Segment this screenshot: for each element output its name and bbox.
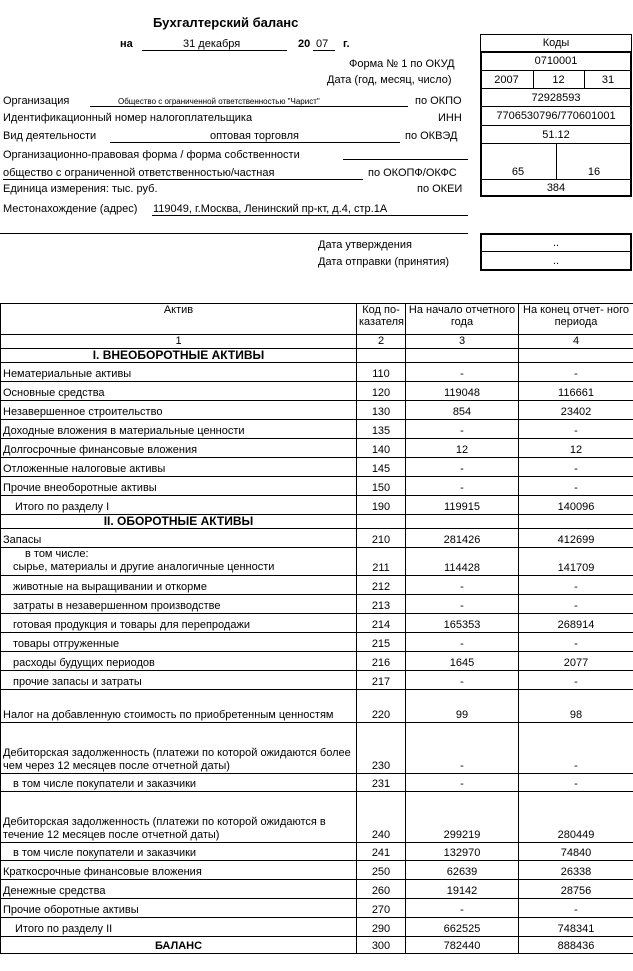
- table-row: товары отгруженные 215 - -: [1, 633, 633, 652]
- table-row: Отложенные налоговые активы 145 - -: [1, 458, 633, 477]
- total-row: Итого по разделу II 290 662525 748341: [1, 918, 633, 937]
- inn-label: Идентификационный номер налогоплательщика: [3, 112, 253, 124]
- col-number-row: [1, 335, 633, 349]
- table-row: прочие запасы и затраты 217 - -: [1, 671, 633, 690]
- date-year: 2007: [494, 74, 519, 86]
- year-suffix: 07: [316, 38, 329, 50]
- table-row: расходы будущих периодов 216 1645 2077: [1, 652, 633, 671]
- table-row: Прочие оборотные активы 270 - -: [1, 899, 633, 918]
- section-header: II. ОБОРОТНЫЕ АКТИВЫ: [1, 515, 633, 529]
- table-row: Запасы 210 281426 412699: [1, 529, 633, 548]
- table-row: Дебиторская задолженность (платежи по которой ожидаются в течение 12 месяцев после отчетной даты) 240 299219 280449: [1, 792, 633, 843]
- data-label: Дата (год, месяц, число): [327, 74, 452, 86]
- legal-form-value: общество с ограниченной ответственностью/частная: [3, 167, 275, 179]
- col-header-start: На начало отчетного года: [406, 304, 519, 335]
- table-row: Нематериальные активы 110 - -: [1, 363, 633, 382]
- table-row: Незавершенное строительство 130 854 23402: [1, 401, 633, 420]
- form-title: Бухгалтерский баланс: [153, 15, 299, 30]
- col-header-end: На конец отчет- ного периода: [519, 304, 633, 335]
- table-row: в том числе покупатели и заказчики 231 - -: [1, 774, 633, 792]
- okpo-value: 72928593: [531, 92, 581, 104]
- okved-label: по ОКВЭД: [405, 130, 458, 142]
- date-prefix: на: [120, 38, 133, 50]
- inn-value: 7706530796/770601001: [496, 110, 616, 122]
- table-row: Дебиторская задолженность (платежи по которой ожидаются более чем через 12 месяцев после отчетной даты) 230 - -: [1, 723, 633, 774]
- forma-label: Форма № 1 по ОКУД: [349, 58, 455, 70]
- table-row: Краткосрочные финансовые вложения 250 62639 26338: [1, 861, 633, 880]
- table-row: готовая продукция и товары для перепродажи 214 165353 268914: [1, 614, 633, 633]
- legal-form-label: Организационно-правовая форма / форма собственности: [3, 149, 300, 161]
- okopf-label: по ОКОПФ/ОКФС: [368, 167, 457, 179]
- table-row: Прочие внеоборотные активы 150 - -: [1, 477, 633, 496]
- activity-label: Вид деятельности: [3, 130, 97, 142]
- col-number: 4: [519, 335, 633, 349]
- sent-label: Дата отправки (принятия): [318, 256, 450, 268]
- okopf-value: 65: [511, 166, 525, 178]
- okpo-label: по ОКПО: [415, 95, 462, 107]
- table-row: в том числе: сырье, материалы и другие аналогичные ценности 211 114428 141709: [1, 548, 633, 576]
- approval-date-value: ..: [552, 237, 560, 249]
- table-row: в том числе покупатели и заказчики 241 132970 74840: [1, 843, 633, 861]
- date-day-code: 31: [601, 74, 615, 86]
- table-header-row: [1, 304, 633, 335]
- table-row: Налог на добавленную стоимость по приобретенным ценностям 220 99 98: [1, 690, 633, 723]
- sub-label: в том числе:: [25, 548, 89, 560]
- balance-row: БАЛАНС 300 782440 888436: [1, 937, 633, 954]
- address-label: Местонахождение (адрес): [3, 203, 138, 215]
- col-header-code: Код по- казателя: [357, 304, 406, 335]
- table-row: Долгосрочные финансовые вложения 140 12 12: [1, 439, 633, 458]
- col-number: 2: [357, 335, 406, 349]
- org-value: Общество с ограниченной ответственностью "Чарист": [118, 97, 320, 106]
- col-number: 3: [406, 335, 519, 349]
- okfs-value: 16: [587, 166, 601, 178]
- unit-label: Единица измерения: тыс. руб.: [3, 183, 158, 195]
- table-row: Доходные вложения в материальные ценности 135 - -: [1, 420, 633, 439]
- table-row: Основные средства 120 119048 116661: [1, 382, 633, 401]
- codes-header: Коды: [542, 37, 570, 49]
- approval-label: Дата утверждения: [318, 239, 412, 251]
- col-number: 1: [1, 335, 357, 349]
- inn-code-label: ИНН: [438, 112, 462, 124]
- table-row: животные на выращивании и откорме 212 - -: [1, 576, 633, 595]
- year-g: г.: [343, 38, 350, 50]
- okei-value: 384: [546, 182, 566, 194]
- okei-label: по ОКЕИ: [417, 183, 463, 195]
- date-day: 31 декабря: [183, 38, 241, 50]
- col-header-asset: Актив: [1, 304, 357, 335]
- table-row: затраты в незавершенном производстве 213 - -: [1, 595, 633, 614]
- address-value: 119049, г.Москва, Ленинский пр-кт, д.4, стр.1А: [153, 203, 388, 215]
- total-row: Итого по разделу I 190 119915 140096: [1, 496, 633, 515]
- okud-value: 0710001: [534, 55, 578, 67]
- table-row: Денежные средства 260 19142 28756: [1, 880, 633, 899]
- date-month: 12: [552, 74, 565, 86]
- org-label: Организация: [3, 95, 70, 107]
- okved-value: 51.12: [542, 129, 570, 141]
- sent-date-value: ..: [552, 255, 560, 267]
- section-header: I. ВНЕОБОРОТНЫЕ АКТИВЫ: [1, 349, 633, 363]
- activity-value: оптовая торговля: [210, 130, 299, 142]
- balance-table: [0, 303, 633, 954]
- year-prefix: 20: [298, 38, 311, 50]
- row-label: сырье, материалы и другие аналогичные ценности: [13, 561, 275, 573]
